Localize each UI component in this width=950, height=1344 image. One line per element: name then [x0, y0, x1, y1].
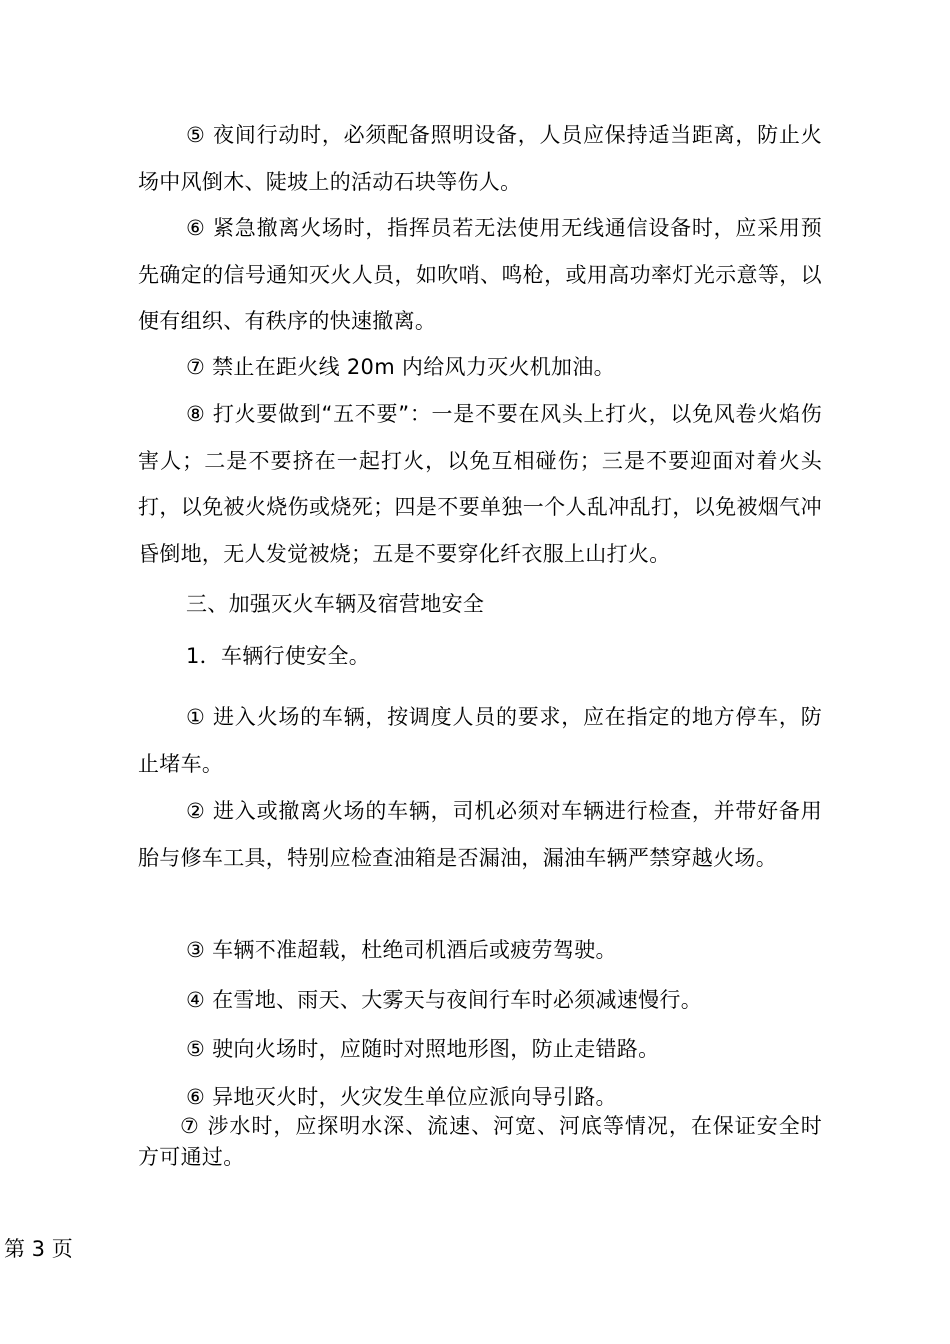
paragraph-night-operations: ⑤ 夜间行动时，必须配备照明设备，人员应保持适当距离，防止火场中风倒木、陡坡上的活动石块等伤人。	[138, 123, 822, 194]
subsection-heading: 1．车辆行使安全。	[186, 644, 371, 668]
paragraph-emergency-evacuation: ⑥ 紧急撤离火场时，指挥员若无法使用无线通信设备时，应采用预先确定的信号通知灭火人员，如吹哨、鸣枪，或用高功率灯光示意等，以便有组织、有秩序的快速撤离。	[138, 216, 822, 333]
paragraph-vehicle-parking: ① 进入火场的车辆，按调度人员的要求，应在指定的地方停车，防止堵车。	[138, 705, 822, 776]
paragraph-five-donts: ⑧ 打火要做到“五不要”：一是不要在风头上打火，以免风卷火焰伤害人；二是不要挤在一起打火，以免互相碰伤；三是不要迎面对着火头打，以免被火烧伤或烧死；四是不要单独一个人乱冲乱打，以免被烟气冲昏倒地，无人发觉被烧；五是不要穿化纤衣服上山打火。	[138, 402, 822, 566]
paragraph-overload-ban: ③ 车辆不准超载，杜绝司机酒后或疲劳驾驶。	[186, 938, 617, 962]
paragraph-vehicle-inspection: ② 进入或撤离火场的车辆，司机必须对车辆进行检查，并带好备用胎与修车工具，特别应检查油箱是否漏油，漏油车辆严禁穿越火场。	[138, 799, 822, 870]
paragraph-slow-driving: ④ 在雪地、雨天、大雾天与夜间行车时必须减速慢行。	[186, 988, 702, 1012]
paragraph-route-check: ⑤ 驶向火场时，应随时对照地形图，防止走错路。	[186, 1037, 660, 1061]
paragraph-refuel-ban: ⑦ 禁止在距火线 20m 内给风力灭火机加油。	[186, 355, 615, 379]
page-number: 第 3 页	[4, 1237, 73, 1261]
paragraph-guide: ⑥ 异地灭火时，火灾发生单位应派向导引路。	[186, 1085, 617, 1109]
section-heading: 三、加强灭火车辆及宿营地安全	[186, 592, 485, 616]
paragraph-wading: ⑦ 涉水时，应探明水深、流速、河宽、河底等情况，在保证安全时方可通过。	[138, 1114, 822, 1169]
